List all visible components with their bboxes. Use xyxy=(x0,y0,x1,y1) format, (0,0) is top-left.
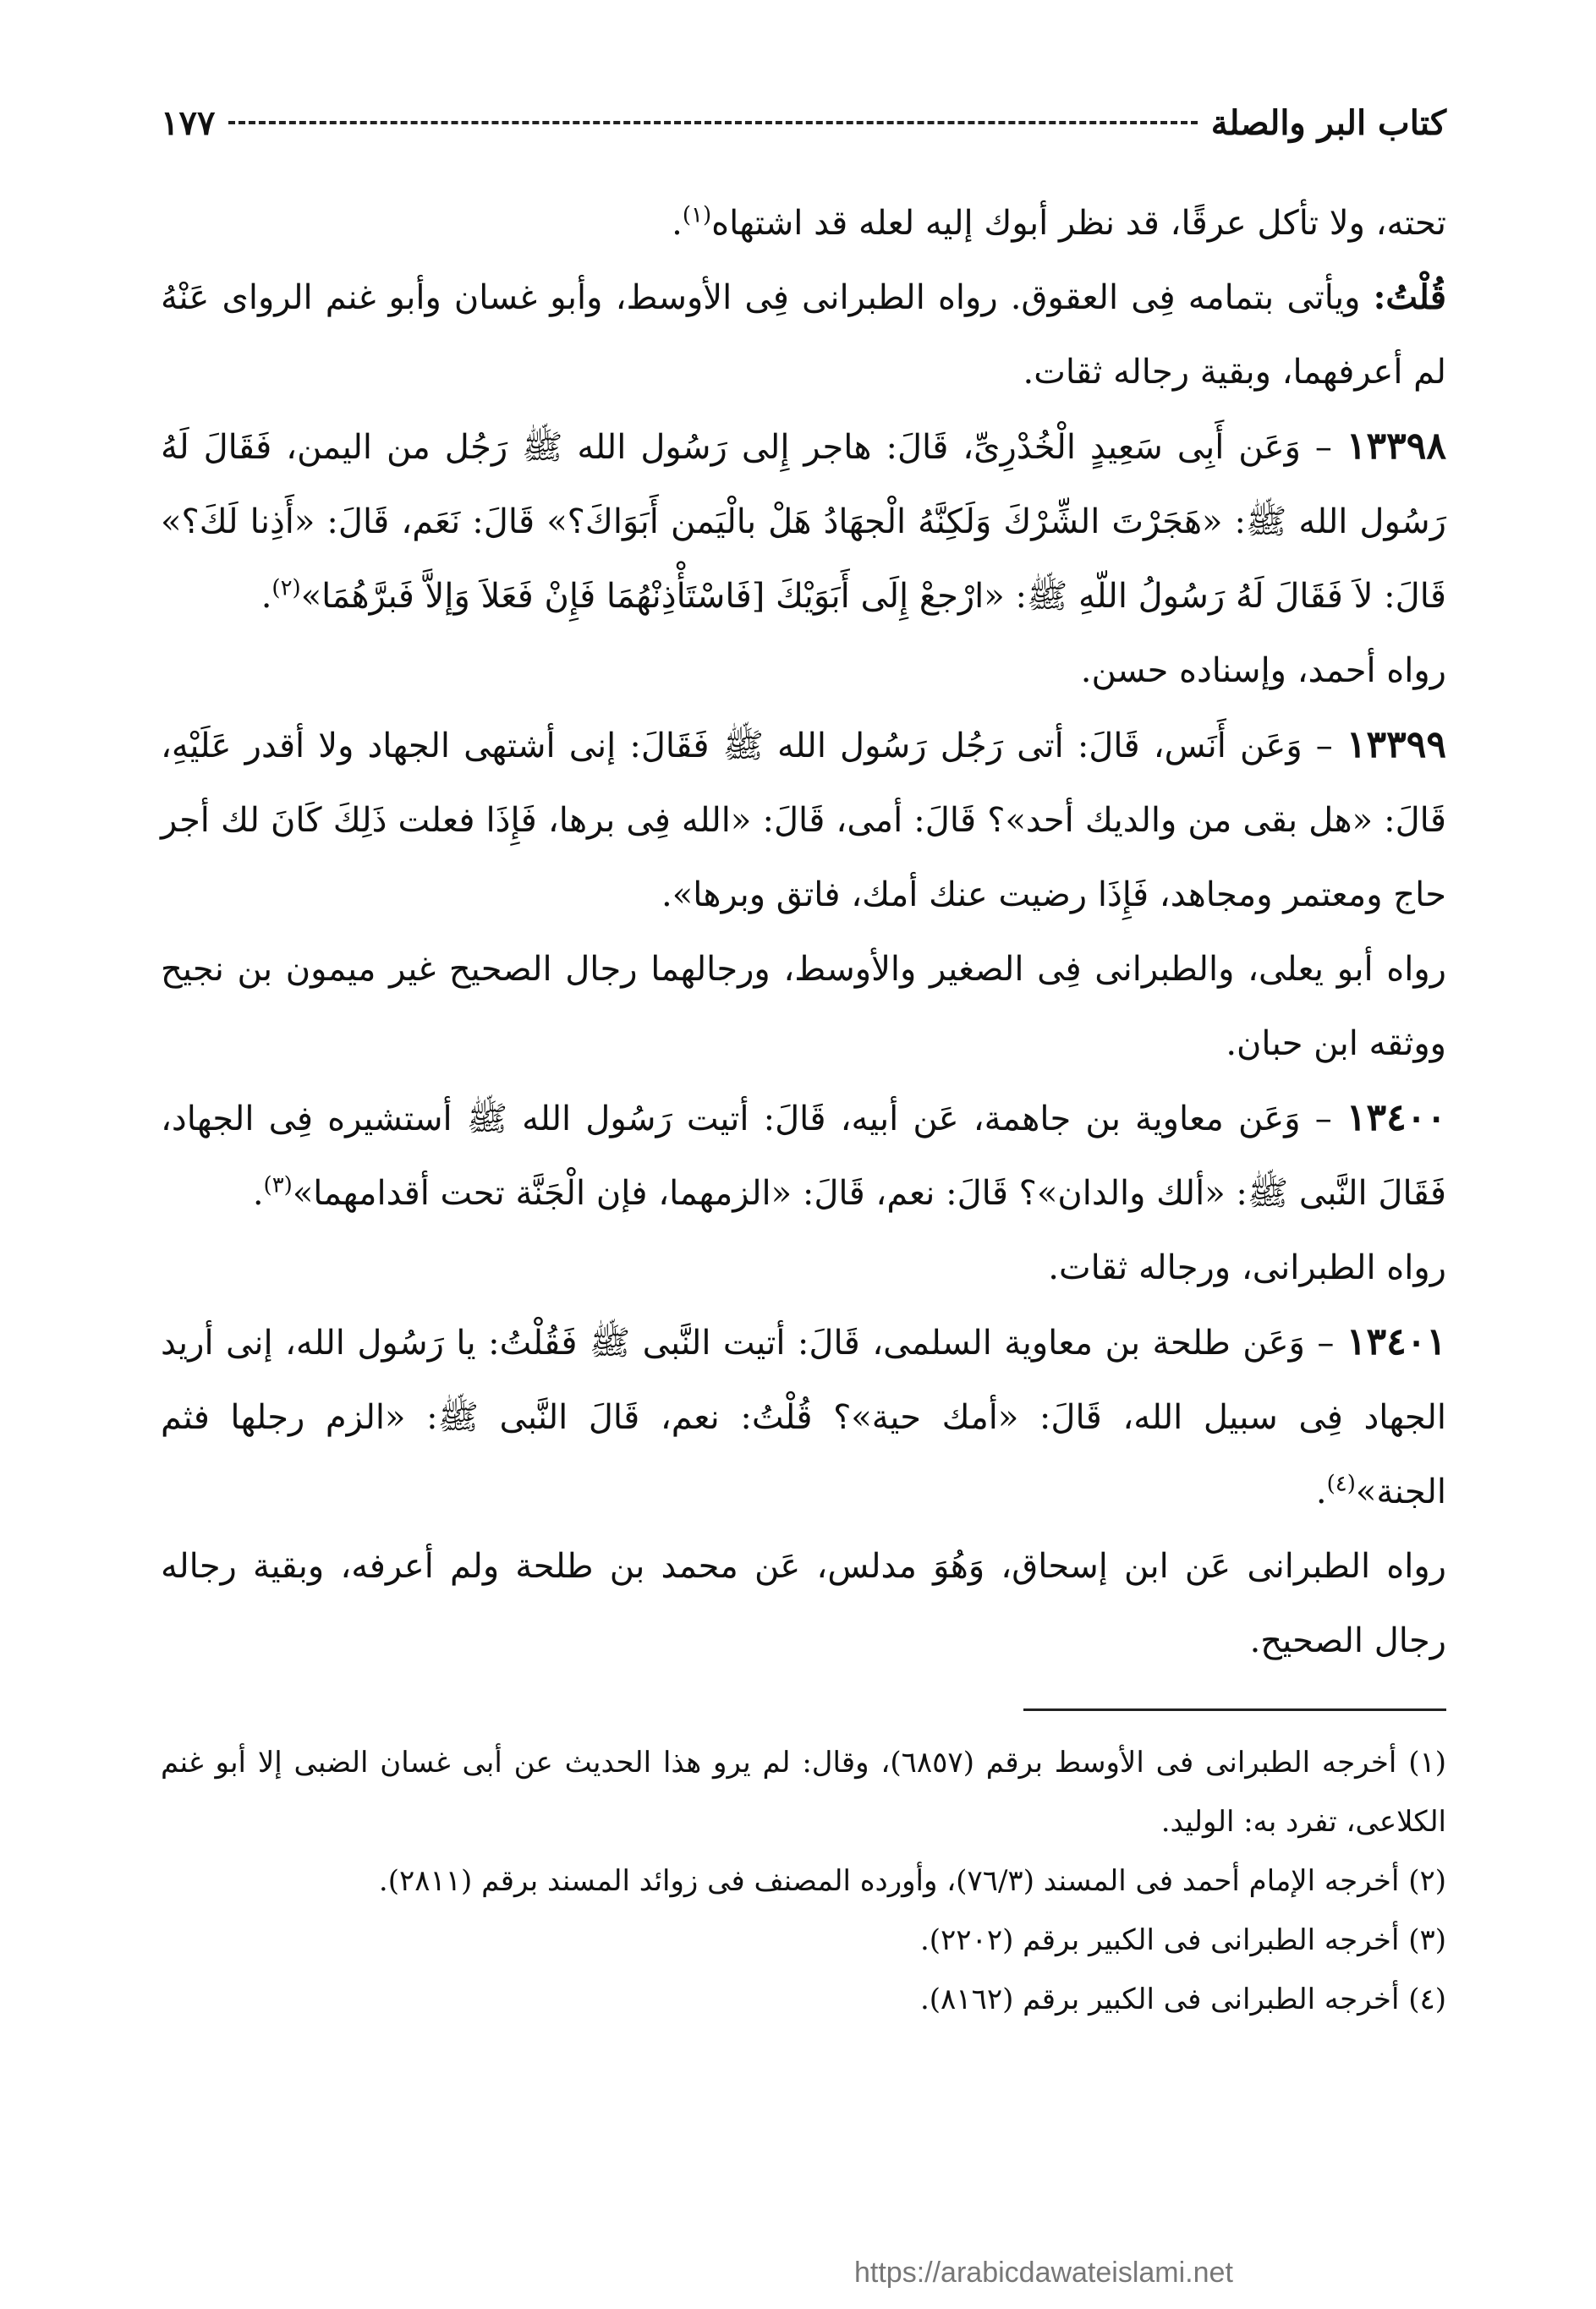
hadith-13398-source: رواه أحمد، وإسناده حسن. xyxy=(1080,651,1446,690)
footnote-ref: (٢) xyxy=(271,575,301,601)
hadith-13400: ١٣٤٠٠ – وَعَن معاوية بن جاهمة، عَن أبيه، قَالَ: أتيت رَسُول الله ﷺ أستشيره فِى الجهاد، فَقَالَ النَّبى ﷺ: «ألك والدان»؟ قَالَ: نعم، قَالَ: «الزمهما، فإن الْجَنَّة تحت أقدامهما»$^{(٣)}$. xyxy=(161,1096,1446,1213)
footnote-ref: (٣) xyxy=(263,1172,293,1198)
hadith-13399-source: رواه أبو يعلى، والطبرانى فِى الصغير والأوسط، ورجالهما رجال الصحيح غير ميمون بن نجيح ووثقه ابن حبان. xyxy=(161,950,1446,1063)
paragraph-continuation: تحته، ولا تأكل عرقًا، قد نظر أبوك إليه لعله قد اشتهاه$^{(١)}$. xyxy=(672,202,1446,243)
hadith-13401: ١٣٤٠١ – وَعَن طلحة بن معاوية السلمى، قَالَ: أتيت النَّبى ﷺ فَقُلْتُ: يا رَسُول الله، إنى أريد الجهاد فِى سبيل الله، قَالَ: «أمك حية»؟ قُلْتُ: نعم، قَالَ النَّبى ﷺ: «الزم رجلها فثم الجنة»$^{(٤)}$. xyxy=(161,1320,1446,1511)
chapter-title: كتاب البر والصلة xyxy=(1210,102,1446,143)
running-head xyxy=(161,93,1446,152)
paragraph-text: تحته، ولا تأكل عرقًا، قد نظر أبوك إليه لعله قد اشتهاه xyxy=(711,204,1446,243)
footnote-2: (٢) أخرجه الإمام أحمد فى المسند (٧٦/٣)، وأورده المصنف فى زوائد المسند برقم (٢٨١١). xyxy=(378,1864,1446,1898)
hadith-13398: ١٣٣٩٨ – وَعَن أَبِى سَعِيدٍ الْخُدْرِىِّ، قَالَ: هاجر إِلى رَسُول الله ﷺ رَجُل من اليمن، فَقَالَ لَهُ رَسُول الله ﷺ: «هَجَرْتَ الشِّرْكَ وَلَكِنَّهُ الْجهَادُ هَلْ بالْيَمن أَبَوَاكَ؟» قَالَ: نَعَم، قَالَ: «أَذِنا لَكَ؟» قَالَ: لاَ فَقَالَ لَهُ رَسُولُ اللّهِ ﷺ: «ارْجعْ إِلَى أَبَوَيْكَ [فَاسْتَأْذِنْهُمَا فَإِنْ فَعَلاَ وَإلاَّ فَبرَّهُمَا»$^{(٢)}$. xyxy=(161,425,1446,616)
footnote-1: (١) أخرجه الطبرانى فى الأوسط برقم (٦٨٥٧)، وقال: لم يرو هذا الحديث عن أبى غسان الضبى إلا أبو غنم الكلاعى، تفرد به: الوليد. xyxy=(161,1746,1446,1839)
paragraph-qultu xyxy=(161,261,1446,409)
page-number: ١٧٧ xyxy=(161,102,216,143)
footnotes xyxy=(161,1733,1446,2029)
footnote-ref: (١) xyxy=(682,202,712,228)
footnote-ref: (٤) xyxy=(1326,1471,1356,1497)
book-page xyxy=(161,93,1446,2258)
hadith-text: – وَعَن أَنَس، قَالَ: أتى رَجُل رَسُول الله ﷺ فَقَالَ: إنى أشتهى الجهاد ولا أقدر عَلَيْهِ، قَالَ: «هل بقى من والديك أحد»؟ قَالَ: أمى، قَالَ: «الله فِى برها، فَإِذَا فعلت ذَلِكَ كَانَ لك أجر حاج ومعتمر ومجاهد، فَإِذَا رضيت عنك أمك، فاتق وبرها». xyxy=(161,727,1446,914)
hadith-13400-source: رواه الطبرانى، ورجاله ثقات. xyxy=(1048,1248,1446,1287)
footnote-4: (٤) أخرجه الطبرانى فى الكبير برقم (٨١٦٢). xyxy=(919,1983,1446,2016)
hadith-number: ١٣٤٠١ xyxy=(1346,1320,1446,1363)
header-dashes xyxy=(228,121,1197,124)
watermark-url: https://arabicdawateislami.net xyxy=(854,2257,1233,2289)
hadith-number: ١٣٤٠٠ xyxy=(1346,1096,1446,1139)
hadith-text: – وَعَن طلحة بن معاوية السلمى، قَالَ: أتيت النَّبى ﷺ فَقُلْتُ: يا رَسُول الله، إنى أريد الجهاد فِى سبيل الله، قَالَ: «أمك حية»؟ قُلْتُ: نعم، قَالَ النَّبى ﷺ: «الزم رجلها فثم الجنة» xyxy=(161,1324,1446,1511)
hadith-text: – وَعَن معاوية بن جاهمة، عَن أبيه، قَالَ: أتيت رَسُول الله ﷺ أستشيره فِى الجهاد، فَقَالَ النَّبى ﷺ: «ألك والدان»؟ قَالَ: نعم، قَالَ: «الزمهما، فإن الْجَنَّة تحت أقدامهما» xyxy=(161,1100,1446,1213)
hadith-number: ١٣٣٩٨ xyxy=(1346,425,1446,468)
hadith-13399 xyxy=(161,708,1446,932)
hadith-13401-source: رواه الطبرانى عَن ابن إسحاق، وَهُوَ مدلس، عَن محمد بن طلحة ولم أعرفه، وبقية رجاله رجال الصحيح. xyxy=(161,1547,1446,1660)
hadith-number: ١٣٣٩٩ xyxy=(1346,723,1446,766)
qultu-lead: قُلْتُ: xyxy=(1373,277,1447,317)
hadith-text: – وَعَن أَبِى سَعِيدٍ الْخُدْرِىِّ، قَالَ: هاجر إِلى رَسُول الله ﷺ رَجُل من اليمن، فَقَالَ لَهُ رَسُول الله ﷺ: «هَجَرْتَ الشِّرْكَ وَلَكِنَّهُ الْجهَادُ هَلْ بالْيَمن أَبَوَاكَ؟» قَالَ: نَعَم، قَالَ: «أَذِنا لَكَ؟» قَالَ: لاَ فَقَالَ لَهُ رَسُولُ اللّهِ ﷺ: «ارْجعْ إِلَى أَبَوَيْكَ [فَاسْتَأْذِنْهُمَا فَإِنْ فَعَلاَ وَإلاَّ فَبرَّهُمَا» xyxy=(161,428,1446,616)
main-text xyxy=(161,186,1446,1678)
paragraph-text: ويأتى بتمامه فِى العقوق. رواه الطبرانى فِى الأوسط، وأبو غسان وأبو غنم الروای عَنْهُ لم أعرفهما، وبقية رجاله ثقات. xyxy=(161,278,1446,392)
footnote-3: (٣) أخرجه الطبرانى فى الكبير برقم (٢٢٠٢). xyxy=(919,1923,1446,1957)
footnote-separator xyxy=(1023,1708,1446,1711)
